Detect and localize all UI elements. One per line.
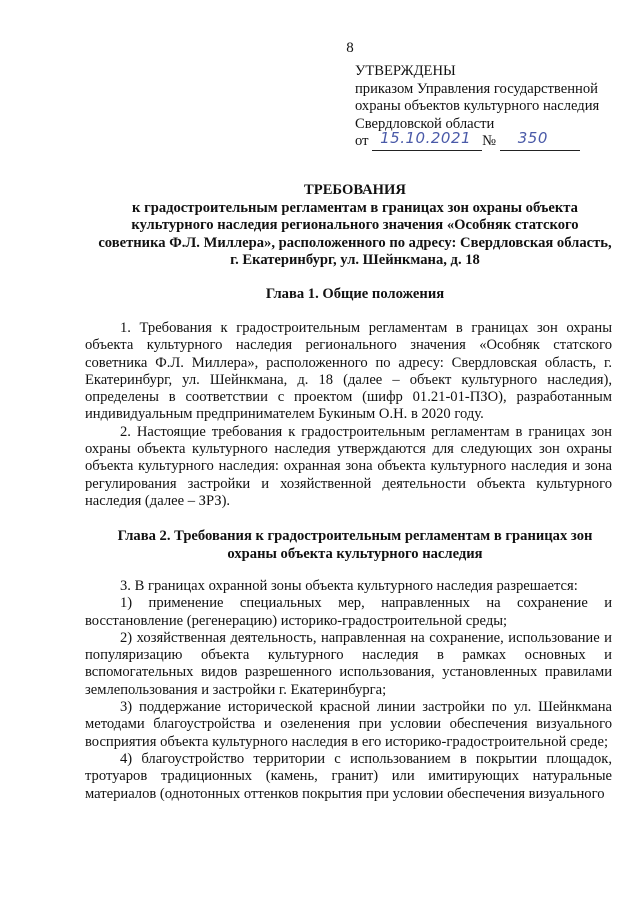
list-item: 4) благоустройство территории с использованием в покрытии площадок, тротуаров традиционных (камень, гранит) или имитирующих натуральные материалов (однотонных оттенков покрытия при условии обеспечения визуального <box>85 750 612 802</box>
approval-heading: УТВЕРЖДЕНЫ <box>355 63 456 79</box>
chapter-heading-line: охраны объекта культурного наследия <box>227 545 483 562</box>
handwritten-date: 15.10.2021 <box>380 128 472 147</box>
paragraph: 3. В границах охранной зоны объекта культурного наследия разрешается: <box>120 578 578 594</box>
list-item: 2) хозяйственная деятельность, направленная на сохранение, использование и популяризацию объекта культурного наследия в рамках основных и вспомогательных видов разрешенного использования, установленных правилами землепользования и застройки г. Екатеринбурга; <box>85 629 612 698</box>
approval-line: охраны объектов культурного наследия <box>355 98 600 114</box>
title-line: г. Екатеринбург, ул. Шейнкмана, д. 18 <box>230 252 480 268</box>
list-item: 1) применение специальных мер, направленных на сохранение и восстановление (регенерацию) историко-градостроительной среды; <box>85 595 612 629</box>
from-label: от <box>355 133 369 149</box>
chapter-heading-line: Глава 2. Требования к градостроительным регламентам в границах зон <box>117 528 593 544</box>
paragraph: 1. Требования к градостроительным регламентам в границах зон охраны объекта культурного наследия регионального значения «Особняк статского советника Ф.Л. Миллера», расположенного по адресу: Свердловская область, г. Екатеринбург, ул. Шейнкмана, д. 18 (далее – объект культурного наследия), определены в соответствии с проектом (шифр 01.21-01-ПЗО), разработанным индивидуальным предпринимателем Букиным О.Н. в 2020 году. <box>85 320 612 423</box>
title-line: культурного наследия регионального значения «Особняк статского <box>131 217 579 233</box>
approval-line: приказом Управления государственной <box>355 80 598 97</box>
chapter-1-body <box>85 320 612 510</box>
number-field <box>500 128 580 151</box>
chapter-2-heading <box>85 528 625 563</box>
chapter-2-body <box>85 578 612 803</box>
document-title <box>85 182 625 270</box>
handwritten-number: 350 <box>517 128 548 147</box>
date-field <box>372 128 482 151</box>
chapter-1-heading: Глава 1. Общие положения <box>265 286 445 302</box>
list-item: 3) поддержание исторической красной линии застройки по ул. Шейнкмана методами благоустройства и озеленения при условии обеспечения визуального восприятия объекта культурного наследия в его историко-градостроительной среде; <box>85 699 612 750</box>
approval-line: Свердловской области <box>355 115 495 132</box>
number-label: № <box>482 133 497 149</box>
approval-date-number <box>355 128 599 151</box>
title-line: ТРЕБОВАНИЯ <box>304 182 406 198</box>
approval-block <box>355 63 599 151</box>
title-line: к градостроительным регламентам в границах зон охраны объекта <box>132 199 578 216</box>
paragraph: 2. Настоящие требования к градостроительным регламентам в границах зон охраны объекта культурного наследия утверждаются для следующих зон охраны объекта культурного наследия: охранная зона объекта культурного наследия и зона регулирования застройки и хозяйственной деятельности объекта культурного наследия (далее – ЗРЗ). <box>85 423 612 509</box>
title-line: советника Ф.Л. Миллера», расположенного по адресу: Свердловская область, <box>98 234 612 251</box>
page-number: 8 <box>346 40 354 56</box>
